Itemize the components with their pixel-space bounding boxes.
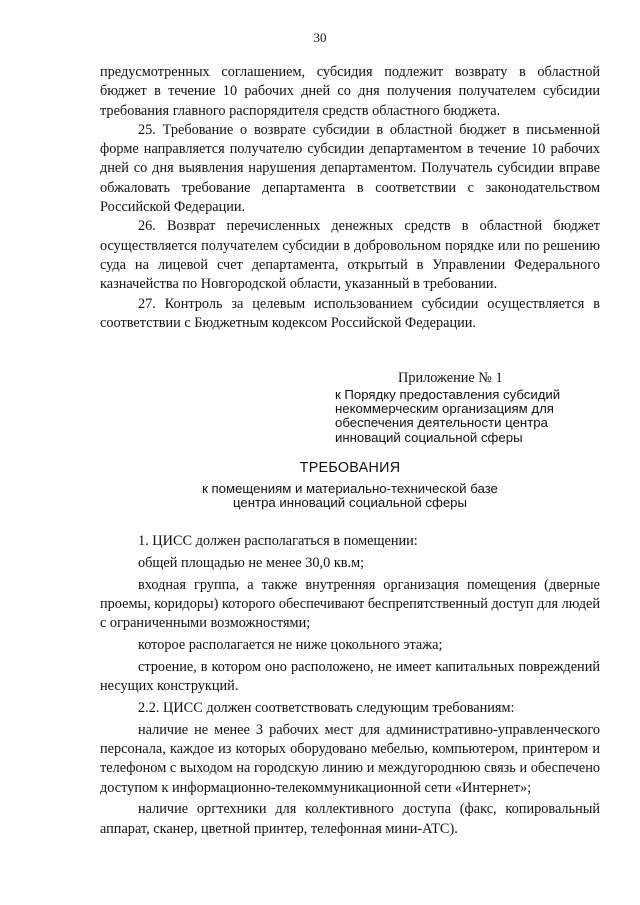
appendix-line: к Порядку предоставления субсидий: [335, 387, 561, 402]
subtitle-line: к помещениям и материально-технической базе: [202, 481, 498, 496]
section-title: ТРЕБОВАНИЯ: [299, 460, 401, 476]
paragraph-27: 27. Контроль за целевым использованием субсидии осуществляется в соответствии с Бюджетным кодексом Российской Федерации.: [100, 295, 600, 331]
appendix-reference: [335, 388, 605, 445]
requirement-item: строение, в котором оно расположено, не имеет капитальных повреждений несущих конструкций.: [100, 658, 600, 695]
appendix-title: Приложение № 1: [398, 370, 503, 386]
paragraph-continuation: предусмотренных соглашением, субсидия подлежит возврату в областной бюджет в течение 10 рабочих дней со дня получения получателем субсидии требования главного распорядителя средств областного бюджета.: [100, 64, 600, 119]
requirement-item: 2.2. ЦИСС должен соответствовать следующим требованиям:: [138, 699, 515, 716]
page-number: 30: [313, 30, 327, 45]
paragraph-26: 26. Возврат перечисленных денежных средств в областной бюджет осуществляется получателем субсидии в добровольном порядке или по решению суда на лицевой счет департамента, открытый в Управлении Федерального казначейства по Новгородской области, указанный в требовании.: [100, 218, 600, 293]
requirement-item: наличие не менее 3 рабочих мест для административно-управленческого персонала, каждое из которых оборудовано мебелью, компьютером, принтером и телефоном с выходом на городскую линию и междугороднюю связь и обеспечено доступом к информационно-телекоммуникационной сети «Интернет»;: [100, 721, 600, 796]
main-text-block: [100, 63, 600, 333]
appendix-line: некоммерческим организациям для: [335, 401, 554, 417]
requirement-item: входная группа, а также внутренняя организация помещения (дверные проемы, коридоры) которого обеспечивают беспрепятственный доступ для людей с ограниченными возможностями;: [100, 576, 600, 632]
requirement-item: наличие оргтехники для коллективного доступа (факс, копировальный аппарат, сканер, цветной принтер, телефонная мини-АТС).: [100, 801, 600, 837]
subtitle-line: центра инноваций социальной сферы: [233, 495, 467, 511]
requirements-list: [100, 532, 600, 841]
requirement-item: которое располагается не ниже цокольного этажа;: [138, 636, 443, 653]
requirement-item: общей площадью не менее 30,0 кв.м;: [138, 554, 365, 571]
appendix-line: обеспечения деятельности центра: [335, 415, 548, 431]
appendix-line: инноваций социальной сферы: [335, 429, 523, 445]
paragraph-25: 25. Требование о возврате субсидии в областной бюджет в письменной форме направляется получателю субсидии департаментом в течение 10 рабочих дней со дня выявления нарушения департаментом. Получатель субсидии вправе обжаловать требование департамента в соответствии с законодательством Российской Федерации.: [100, 121, 600, 216]
requirement-item: 1. ЦИСС должен располагаться в помещении:: [138, 533, 418, 549]
section-subtitle: [0, 482, 640, 510]
